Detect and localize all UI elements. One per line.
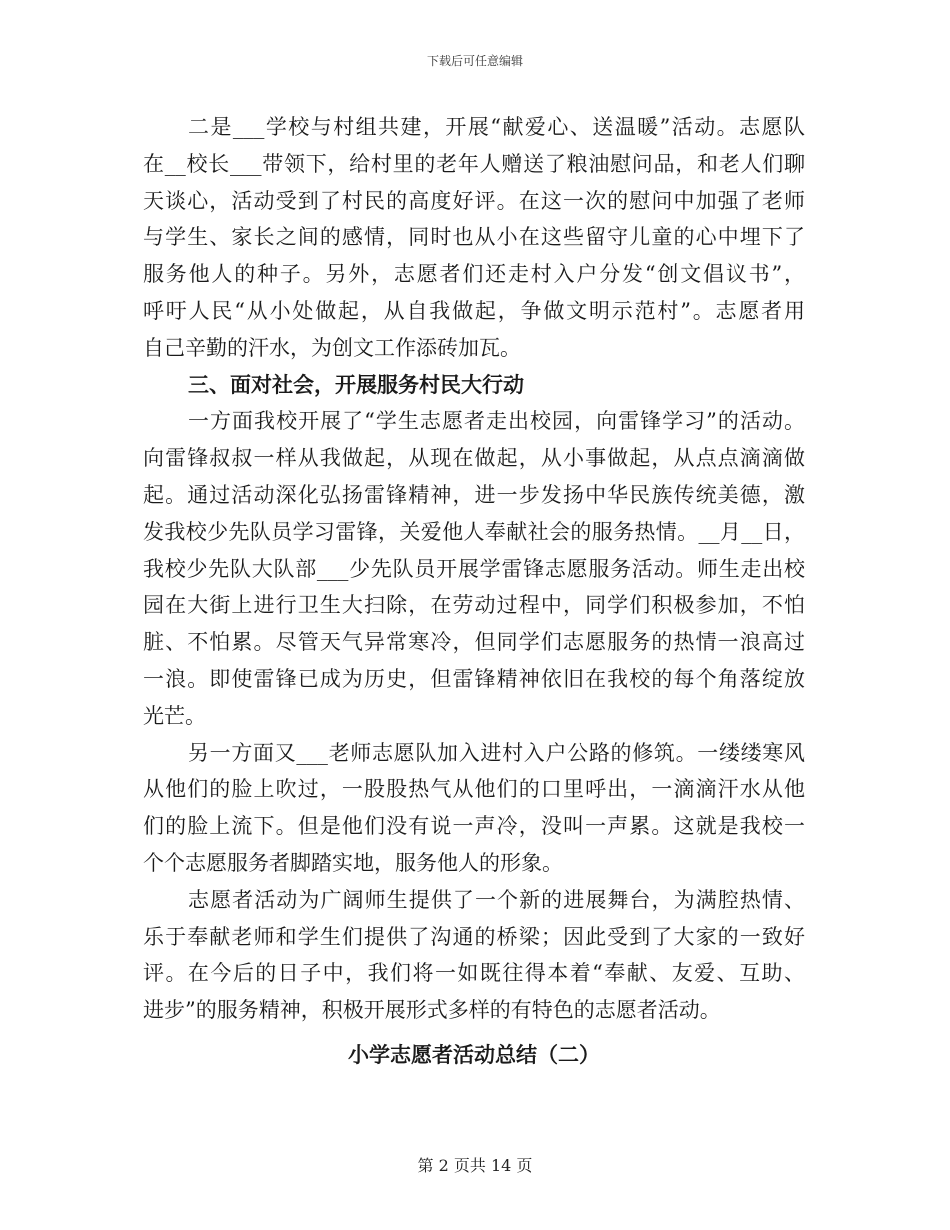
body-line: 我校少先队大队部___少先队员开展学雷锋志愿服务活动。师生走出校 bbox=[143, 556, 805, 581]
body-line: 天谈心，活动受到了村民的高度好评。在这一次的慰问中加强了老师 bbox=[143, 188, 805, 213]
body-line: 个个志愿服务者脚踏实地，服务他人的形象。 bbox=[143, 850, 563, 875]
body-line: 们的脸上流下。但是他们没有说一声冷，没叫一声累。这就是我校一 bbox=[143, 814, 805, 839]
body-line: 进步”的服务精神，积极开展形式多样的有特色的志愿者活动。 bbox=[143, 998, 721, 1023]
body-line: 在__校长___带领下，给村里的老年人赠送了粮油慰问品，和老人们聊 bbox=[143, 151, 805, 176]
body-line: 乐于奉献老师和学生们提供了沟通的桥梁；因此受到了大家的一致好 bbox=[143, 924, 805, 949]
page-footer: 第 2 页共 14 页 bbox=[417, 1156, 533, 1175]
body-line: 二是___学校与村组共建，开展“献爱心、送温暖”活动。志愿队 bbox=[188, 115, 805, 139]
body-line: 脏、不怕累。尽管天气异常寒冷，但同学们志愿服务的热情一浪高过 bbox=[143, 630, 805, 655]
document-body bbox=[143, 109, 805, 1074]
header-note: 下载后可任意编辑 bbox=[426, 54, 523, 68]
body-line: 园在大街上进行卫生大扫除，在劳动过程中，同学们积极参加，不怕 bbox=[143, 593, 805, 618]
body-line: 光芒。 bbox=[143, 703, 206, 728]
body-line: 一方面我校开展了“学生志愿者走出校园，向雷锋学习”的活动。 bbox=[188, 409, 805, 434]
body-line: 自己辛勤的汗水，为创文工作添砖加瓦。 bbox=[143, 335, 521, 360]
body-line: 评。在今后的日子中，我们将一如既往得本着“奉献、友爱、互助、 bbox=[143, 961, 805, 986]
paragraph-1 bbox=[143, 109, 805, 367]
next-section-title: 小学志愿者活动总结（二） bbox=[348, 1041, 600, 1067]
body-line: 一浪。即使雷锋已成为历史，但雷锋精神依旧在我校的每个角落绽放 bbox=[143, 666, 805, 691]
body-line: 服务他人的种子。另外，志愿者们还走村入户分发“创文倡议书”， bbox=[143, 262, 805, 287]
body-line: 志愿者活动为广阔师生提供了一个新的进展舞台，为满腔热情、 bbox=[188, 887, 805, 912]
body-line: 起。通过活动深化弘扬雷锋精神，进一步发扬中华民族传统美德，激 bbox=[143, 482, 805, 507]
paragraph-2 bbox=[143, 403, 805, 734]
paragraph-3 bbox=[143, 735, 805, 882]
body-line: 呼吁人民“从小处做起，从自我做起，争做文明示范村”。志愿者用 bbox=[143, 298, 805, 323]
section-heading: 三、面对社会，开展服务村民大行动 bbox=[188, 371, 524, 397]
paragraph-4 bbox=[143, 882, 805, 1029]
body-line: 另一方面又___老师志愿队加入进村入户公路的修筑。一缕缕寒风 bbox=[188, 740, 805, 765]
body-line: 从他们的脸上吹过，一股股热气从他们的口里呼出，一滴滴汗水从他 bbox=[143, 777, 805, 802]
body-line: 发我校少先队员学习雷锋，关爱他人奉献社会的服务热情。__月__日， bbox=[143, 519, 805, 544]
body-line: 与学生、家长之间的感情，同时也从小在这些留守儿童的心中埋下了 bbox=[143, 225, 805, 250]
body-line: 向雷锋叔叔一样从我做起，从现在做起，从小事做起，从点点滴滴做 bbox=[143, 446, 805, 471]
